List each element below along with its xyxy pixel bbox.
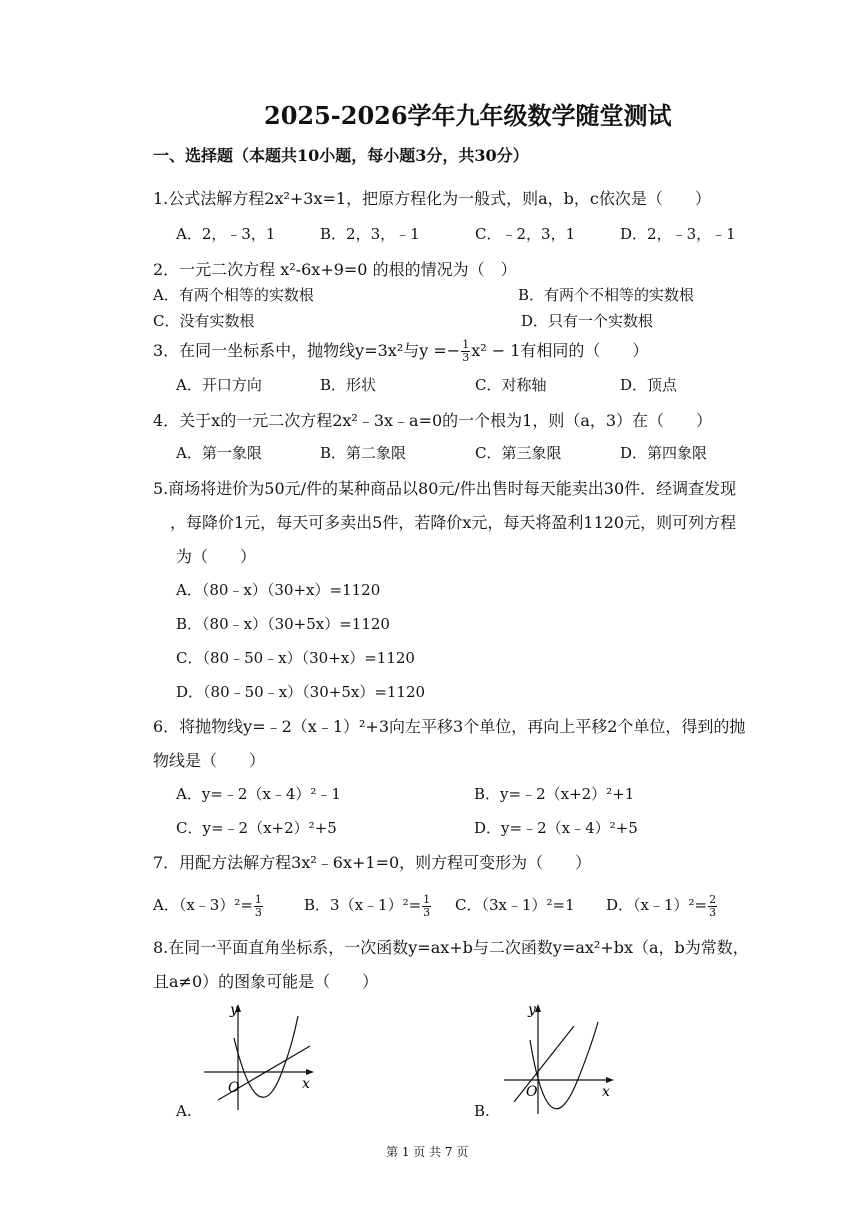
- question-8-option-a-label[interactable]: A.: [176, 1102, 192, 1120]
- question-3-option-a[interactable]: A．开口方向: [176, 376, 262, 394]
- graph-a-x-arrow: [306, 1069, 314, 1075]
- graph-a-origin-label: O: [228, 1080, 240, 1096]
- graph-b-linear-line: [514, 1026, 574, 1102]
- question-8-line-1: 8.在同一平面直角坐标系，一次函数y=ax+b与二次函数y=ax²+bx（a，b为常数，: [153, 938, 749, 957]
- page-title: 2025-2026学年九年级数学随堂测试: [264, 101, 672, 130]
- question-5-line-2: ，每降价1元，每天可多卖出5件，若降价x元，每天将盈利1120元，则可列方程: [170, 513, 737, 532]
- question-5-line-1: 5.商场将进价为50元/件的某种商品以80元/件出售时每天能卖出30件．经调查发现: [153, 479, 737, 498]
- question-2-stem: 2．一元二次方程 x²-6x+9=0 的根的情况为（ ）: [153, 260, 517, 279]
- graph-b-origin-label: O: [526, 1084, 538, 1100]
- question-7-option-a[interactable]: [153, 890, 264, 920]
- graph-b-parabola: [530, 1022, 598, 1109]
- question-7-stem: 7．用配方法解方程3x²﹣6x+1=0，则方程可变形为（ ）: [153, 853, 592, 872]
- question-4-option-d[interactable]: D．第四象限: [620, 444, 708, 462]
- question-4-option-b[interactable]: B．第二象限: [320, 444, 407, 462]
- graph-a-x-label: x: [302, 1076, 310, 1092]
- question-7-option-b[interactable]: [304, 890, 432, 920]
- question-2-option-d[interactable]: D．只有一个实数根: [521, 312, 654, 330]
- question-7-option-a-numerator: 1: [254, 892, 262, 906]
- question-5-option-c[interactable]: C．（80﹣50﹣x）（30+x）=1120: [176, 649, 415, 667]
- question-3-option-b[interactable]: B．形状: [320, 376, 377, 394]
- question-3-option-c[interactable]: C．对称轴: [475, 376, 547, 394]
- question-1-option-d[interactable]: D．2，﹣3，﹣1: [620, 225, 736, 243]
- question-2-option-a[interactable]: A．有两个相等的实数根: [153, 286, 314, 304]
- question-1-stem: 1.公式法解方程2x²+3x=1，把原方程化为一般式，则a，b，c依次是（ ）: [153, 189, 711, 208]
- question-7-option-c[interactable]: C．（3x﹣1）²=1: [455, 896, 575, 914]
- question-7-option-a-text: A．（x﹣3）²=: [153, 896, 253, 914]
- question-5-option-b[interactable]: B．（80﹣x）（30+5x）=1120: [176, 615, 390, 633]
- question-3-stem-post: x² − 1有相同的（ ）: [471, 341, 649, 360]
- question-7-option-a-denominator: 3: [254, 905, 262, 919]
- question-8-option-b-label[interactable]: B.: [474, 1102, 490, 1120]
- question-8-graph-a[interactable]: [198, 1000, 328, 1120]
- question-4-stem: 4．关于x的一元二次方程2x²﹣3x﹣a=0的一个根为1，则（a，3）在（ ）: [153, 411, 713, 430]
- graph-b-x-arrow: [606, 1077, 614, 1083]
- question-3-option-d[interactable]: D．顶点: [620, 376, 678, 394]
- question-7-option-d[interactable]: [606, 890, 718, 920]
- question-5-option-a[interactable]: A．（80﹣x）（30+x）=1120: [176, 581, 381, 599]
- question-6-line-1: 6．将抛物线y=﹣2（x﹣1）²+3向左平移3个单位，再向上平移2个单位，得到的抛: [153, 717, 746, 736]
- question-8-line-2: 且a≠0）的图象可能是（ ）: [153, 972, 379, 991]
- question-2-option-c[interactable]: C．没有实数根: [153, 312, 255, 330]
- question-1-option-b[interactable]: B．2，3，﹣1: [320, 225, 420, 243]
- question-6-option-a[interactable]: A．y=﹣2（x﹣4）²﹣1: [176, 785, 341, 803]
- question-7-option-b-fraction: [422, 894, 431, 919]
- page-footer: 第 1 页 共 7 页: [386, 1145, 469, 1159]
- question-4-option-c[interactable]: C．第三象限: [475, 444, 562, 462]
- question-3-stem: [153, 336, 648, 366]
- question-6-line-2: 物线是（ ）: [153, 751, 266, 770]
- question-3-fraction-denominator: 3: [462, 351, 470, 364]
- question-7-option-b-denominator: 3: [423, 905, 431, 919]
- question-5-line-3: 为（ ）: [176, 547, 257, 566]
- question-6-option-c[interactable]: C．y=﹣2（x+2）²+5: [176, 819, 337, 837]
- question-3-fraction-numerator: 1: [462, 338, 470, 351]
- question-7-option-b-text: B．3（x﹣1）²=: [304, 896, 422, 914]
- graph-b-x-label: x: [602, 1084, 610, 1100]
- question-1-option-c[interactable]: C．﹣2，3，1: [475, 225, 576, 243]
- question-6-option-b[interactable]: B．y=﹣2（x+2）²+1: [474, 785, 635, 803]
- section-heading: 一、选择题（本题共10小题，每小题3分，共30分）: [153, 146, 529, 165]
- question-2-option-b[interactable]: B．有两个不相等的实数根: [518, 286, 695, 304]
- graph-b-y-label: y: [528, 1002, 536, 1018]
- question-6-option-d[interactable]: D．y=﹣2（x﹣4）²+5: [474, 819, 638, 837]
- question-3-fraction: [461, 339, 470, 364]
- question-4-option-a[interactable]: A．第一象限: [176, 444, 262, 462]
- question-7-option-d-fraction: [708, 894, 717, 919]
- question-7-option-d-denominator: 3: [709, 905, 717, 919]
- question-3-stem-pre: 3．在同一坐标系中，抛物线y=3x²与y =−: [153, 341, 461, 360]
- question-5-option-d[interactable]: D．（80﹣50﹣x）（30+5x）=1120: [176, 683, 426, 701]
- graph-a-y-label: y: [230, 1002, 238, 1018]
- question-7-option-b-numerator: 1: [423, 892, 431, 906]
- question-7-option-a-fraction: [254, 894, 263, 919]
- question-8-graph-b[interactable]: [498, 1000, 628, 1120]
- question-7-option-d-text: D．（x﹣1）²=: [606, 896, 708, 914]
- question-1-option-a[interactable]: A．2，﹣3，1: [176, 225, 276, 243]
- question-7-option-d-numerator: 2: [709, 892, 717, 906]
